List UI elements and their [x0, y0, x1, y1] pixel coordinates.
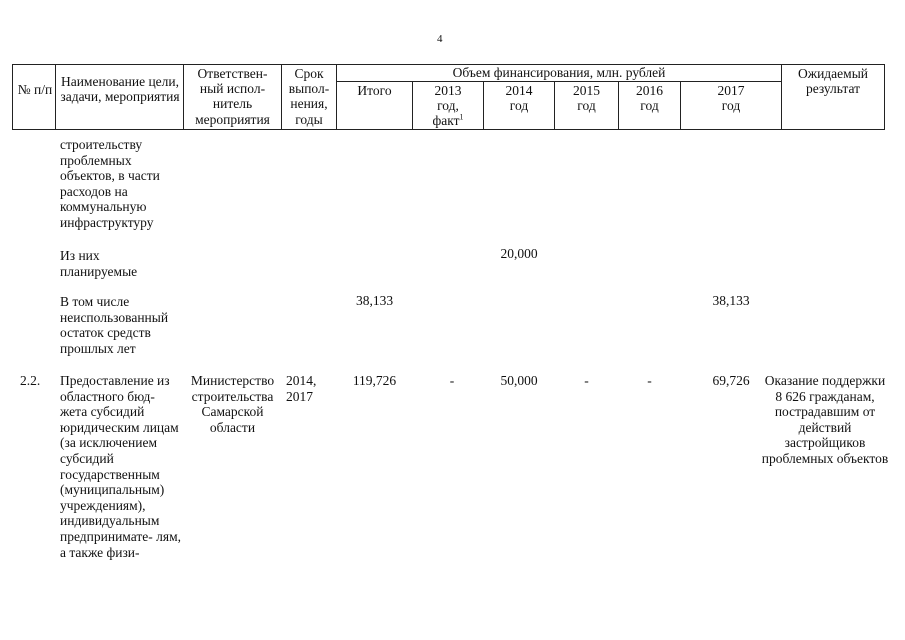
planned-2014-value: 20,000 — [500, 246, 538, 261]
row-2-2-term-1: 2014, — [286, 373, 317, 388]
row-2-2-2017: 69,726 — [712, 373, 750, 388]
row-2-2-name: Предоставление из областного бюд- жета субсидий юридическим лицам (за исключением субсидий государственным (муниципальным) учреждениям), индивидуальным предпринимате- лям, а также физи- — [60, 373, 182, 560]
header-total: Итого — [357, 83, 392, 98]
row-2-2-2013: - — [449, 373, 455, 388]
unused-label: В том числе неиспользованный остаток средств прошлых лет — [60, 294, 169, 356]
row-2-2-2015: - — [584, 373, 589, 388]
fact-label: факт — [432, 113, 460, 128]
row-2-2-2016: - — [647, 373, 652, 388]
row-2-2-term-2: 2017 — [286, 389, 313, 404]
header-num: № п/п — [17, 82, 53, 97]
continued-row-text: строительству проблемных объектов, в части расходов на коммунальную инфраструктуру — [60, 137, 160, 230]
page-number: 4 — [437, 33, 443, 45]
row-2-2-total: 119,726 — [352, 373, 397, 388]
header-name: Наименование цели, задачи, мероприятия — [60, 74, 180, 104]
row-2-2-number: 2.2. — [20, 373, 41, 388]
footnote-mark: 1 — [459, 112, 464, 122]
unused-total-value: 38,133 — [355, 293, 394, 308]
planned-label: Из них планируемые — [60, 248, 138, 279]
row-2-2-result: Оказание поддержки 8 626 гражданам, пострадавшим от действий застройщиков проблемных объектов — [761, 373, 889, 466]
header-funding: Объем финансирования, млн. рублей — [452, 65, 666, 80]
header-result: Ожидаемый результат — [798, 66, 868, 96]
unused-2017-value: 38,133 — [712, 293, 750, 308]
row-2-2-responsible: Министерство строительства Самарской области — [190, 373, 275, 435]
row-2-2-2014: 50,000 — [500, 373, 538, 388]
